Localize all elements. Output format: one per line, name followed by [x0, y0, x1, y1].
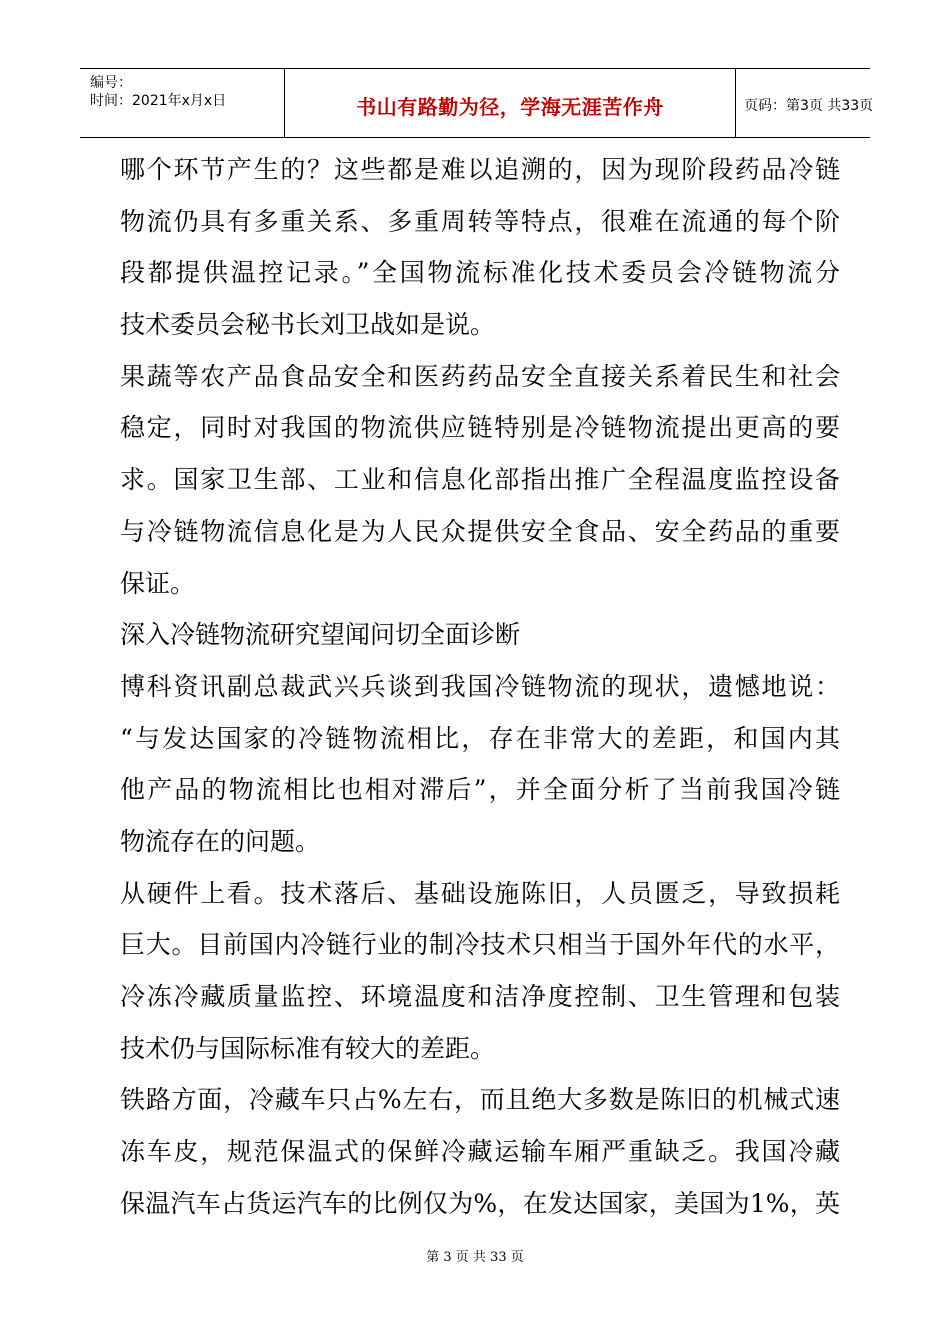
body-line: 冷冻冷藏质量监控、环境温度和洁净度控制、卫生管理和包装	[120, 982, 840, 1011]
body-line: 他产品的物流相比也相对滞后”，并全面分析了当前我国冷链	[120, 775, 840, 805]
body-line: 铁路方面，冷藏车只占%左右，而且绝大多数是陈旧的机械式速	[120, 1085, 840, 1115]
body-line: “与发达国家的冷链物流相比，存在非常大的差距，和国内其	[120, 723, 840, 753]
document-body	[120, 144, 840, 1229]
page-footer: 第 3 页 共 33 页	[426, 1250, 524, 1265]
body-line: 与冷链物流信息化是为人民众提供安全食品、安全药品的重要	[120, 516, 840, 546]
page-header	[80, 68, 874, 138]
body-line: 求。国家卫生部、工业和信息化部指出推广全程温度监控设备	[120, 465, 840, 495]
body-line: 技术委员会秘书长刘卫战如是说。	[120, 310, 496, 340]
body-line: 稳定，同时对我国的物流供应链特别是冷链物流提出更高的要	[120, 413, 840, 443]
body-line: 物流存在的问题。	[120, 826, 321, 856]
body-line: 保证。	[120, 568, 196, 598]
header-page-cell	[736, 69, 874, 137]
body-line: 从硬件上看。技术落后、基础设施陈旧，人员匮乏，导致损耗	[120, 878, 840, 908]
body-line: 保温汽车占货运汽车的比例仅为%，在发达国家，美国为1%，英	[120, 1188, 840, 1218]
body-line: 果蔬等农产品食品安全和医药药品安全直接关系着民生和社会	[120, 361, 840, 391]
body-line: 技术仍与国际标准有较大的差距。	[120, 1033, 496, 1063]
section-heading: 深入冷链物流研究望闻问切全面诊断	[120, 620, 521, 650]
body-line: 巨大。目前国内冷链行业的制冷技术只相当于国外年代的水平，	[120, 930, 840, 960]
header-motto: 书山有路勤为径，学海无涯苦作舟	[356, 95, 664, 119]
header-motto-cell	[285, 69, 736, 137]
body-line: 冻车皮，规范保温式的保鲜冷藏运输车厢严重缺乏。我国冷藏	[120, 1137, 840, 1167]
body-line: 博科资讯副总裁武兴兵谈到我国冷链物流的现状，遗憾地说：	[120, 671, 840, 701]
document-number: 编号：	[90, 75, 132, 91]
document-date: 时间：2021年x月x日	[90, 93, 227, 109]
header-meta-cell	[80, 69, 285, 137]
body-line: 物流仍具有多重关系、多重周转等特点，很难在流通的每个阶	[120, 206, 840, 236]
body-line: 段都提供温控记录。”全国物流标准化技术委员会冷链物流分	[120, 258, 840, 288]
header-page-info: 页码：第3页 共33页	[744, 98, 874, 114]
body-line: 哪个环节产生的？这些都是难以追溯的，因为现阶段药品冷链	[120, 155, 840, 184]
